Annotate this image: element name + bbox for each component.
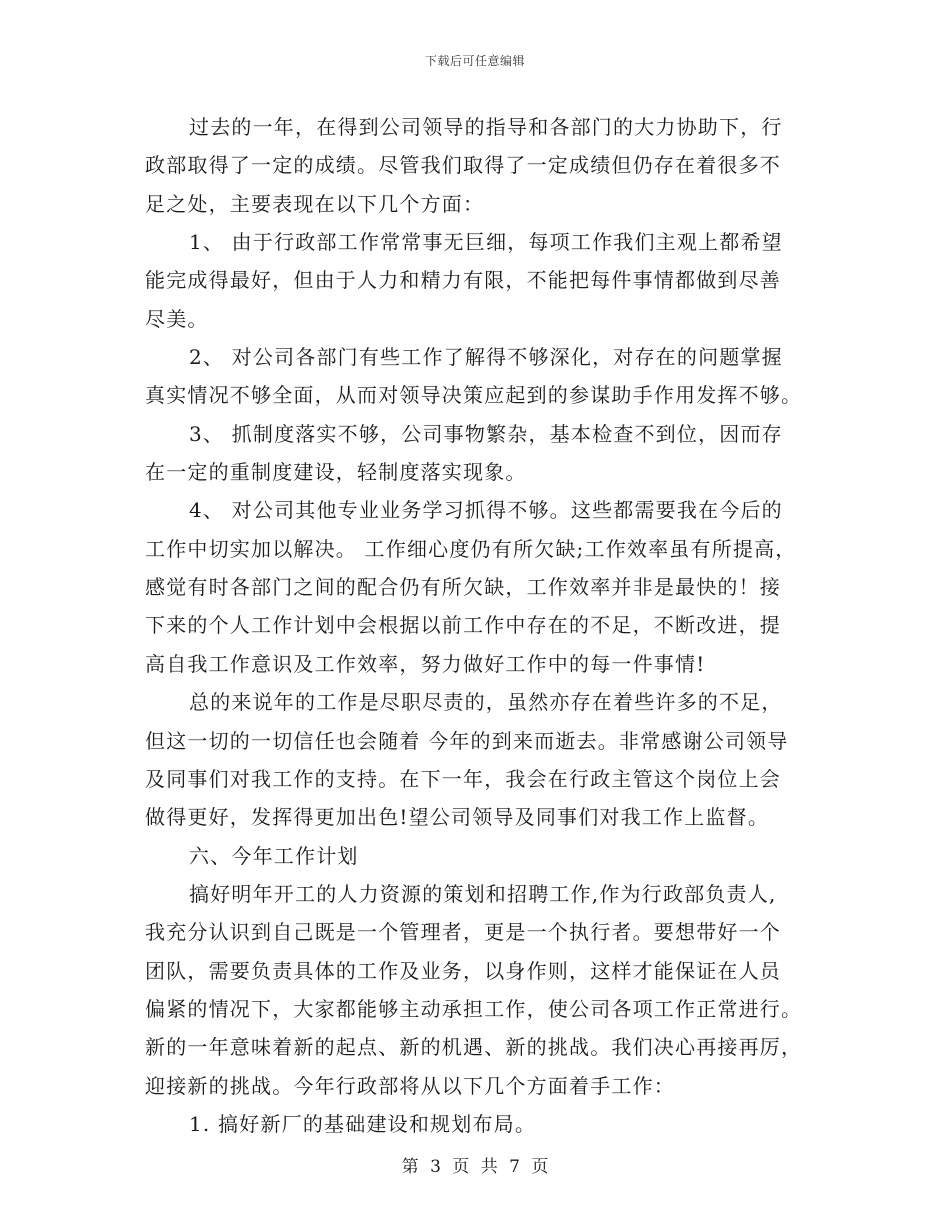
text-line: 1、 由于行政部工作常常事无巨细，每项工作我们主观上都希望 bbox=[189, 230, 783, 255]
text-line: 偏紧的情况下，大家都能够主动承担工作，使公司各项工作正常进行。 bbox=[145, 996, 803, 1021]
text-line: 1. 搞好新厂的基础建设和规划布局。 bbox=[189, 1111, 537, 1136]
text-line: 但这一切的一切信任也会随着 今年的到来而逝去。非常感谢公司领导 bbox=[145, 728, 789, 753]
text-line: 做得更好，发挥得更加出色!望公司领导及同事们对我工作上监督。 bbox=[145, 805, 770, 830]
text-line: 真实情况不够全面，从而对领导决策应起到的参谋助手作用发挥不够。 bbox=[145, 383, 803, 408]
text-line: 3、 抓制度落实不够，公司事物繁杂，基本检查不到位，因而存 bbox=[189, 421, 783, 446]
text-line: 迎接新的挑战。今年行政部将从以下几个方面着手工作： bbox=[145, 1073, 675, 1098]
text-line: 尽美。 bbox=[145, 306, 209, 331]
text-line: 搞好明年开工的人力资源的策划和招聘工作,作为行政部负责人, bbox=[189, 881, 777, 906]
text-line: 2、 对公司各部门有些工作了解得不够深化，对存在的问题掌握 bbox=[189, 345, 783, 370]
text-line: 工作中切实加以解决。 工作细心度仍有所欠缺;工作效率虽有所提高， bbox=[145, 536, 797, 561]
text-line: 足之处，主要表现在以下几个方面： bbox=[145, 191, 485, 216]
text-line: 感觉有时各部门之间的配合仍有所欠缺，工作效率并非是最快的！接 bbox=[145, 575, 781, 600]
text-line: 4、 对公司其他专业业务学习抓得不够。这些都需要我在今后的 bbox=[189, 498, 783, 523]
text-line: 六、今年工作计划 bbox=[189, 843, 359, 868]
text-line: 过去的一年，在得到公司领导的指导和各部门的大力协助下，行 bbox=[189, 115, 783, 139]
text-line: 高自我工作意识及工作效率，努力做好工作中的每一件事情! bbox=[145, 651, 706, 676]
text-line: 能完成得最好，但由于人力和精力有限，不能把每件事情都做到尽善 bbox=[145, 268, 781, 293]
text-line: 新的一年意味着新的起点、新的机遇、新的挑战。我们决心再接再厉， bbox=[145, 1035, 803, 1060]
page-number-footer: 第 3 页 共 7 页 bbox=[401, 1157, 549, 1177]
text-line: 团队，需要负责具体的工作及业务，以身作则，这样才能保证在人员 bbox=[145, 958, 781, 983]
text-line: 我充分认识到自己既是一个管理者，更是一个执行者。要想带好一个 bbox=[145, 920, 781, 945]
text-line: 及同事们对我工作的支持。在下一年，我会在行政主管这个岗位上会 bbox=[145, 766, 781, 791]
document-body bbox=[145, 108, 805, 1143]
text-line: 总的来说年的工作是尽职尽责的，虽然亦存在着些许多的不足， bbox=[189, 690, 783, 715]
text-line: 在一定的重制度建设，轻制度落实现象。 bbox=[145, 460, 527, 485]
page-header-note: 下载后可任意编辑 bbox=[424, 54, 525, 68]
text-line: 下来的个人工作计划中会根据以前工作中存在的不足，不断改进，提 bbox=[145, 613, 781, 638]
text-line: 政部取得了一定的成绩。尽管我们取得了一定成绩但仍存在着很多不 bbox=[145, 153, 781, 178]
